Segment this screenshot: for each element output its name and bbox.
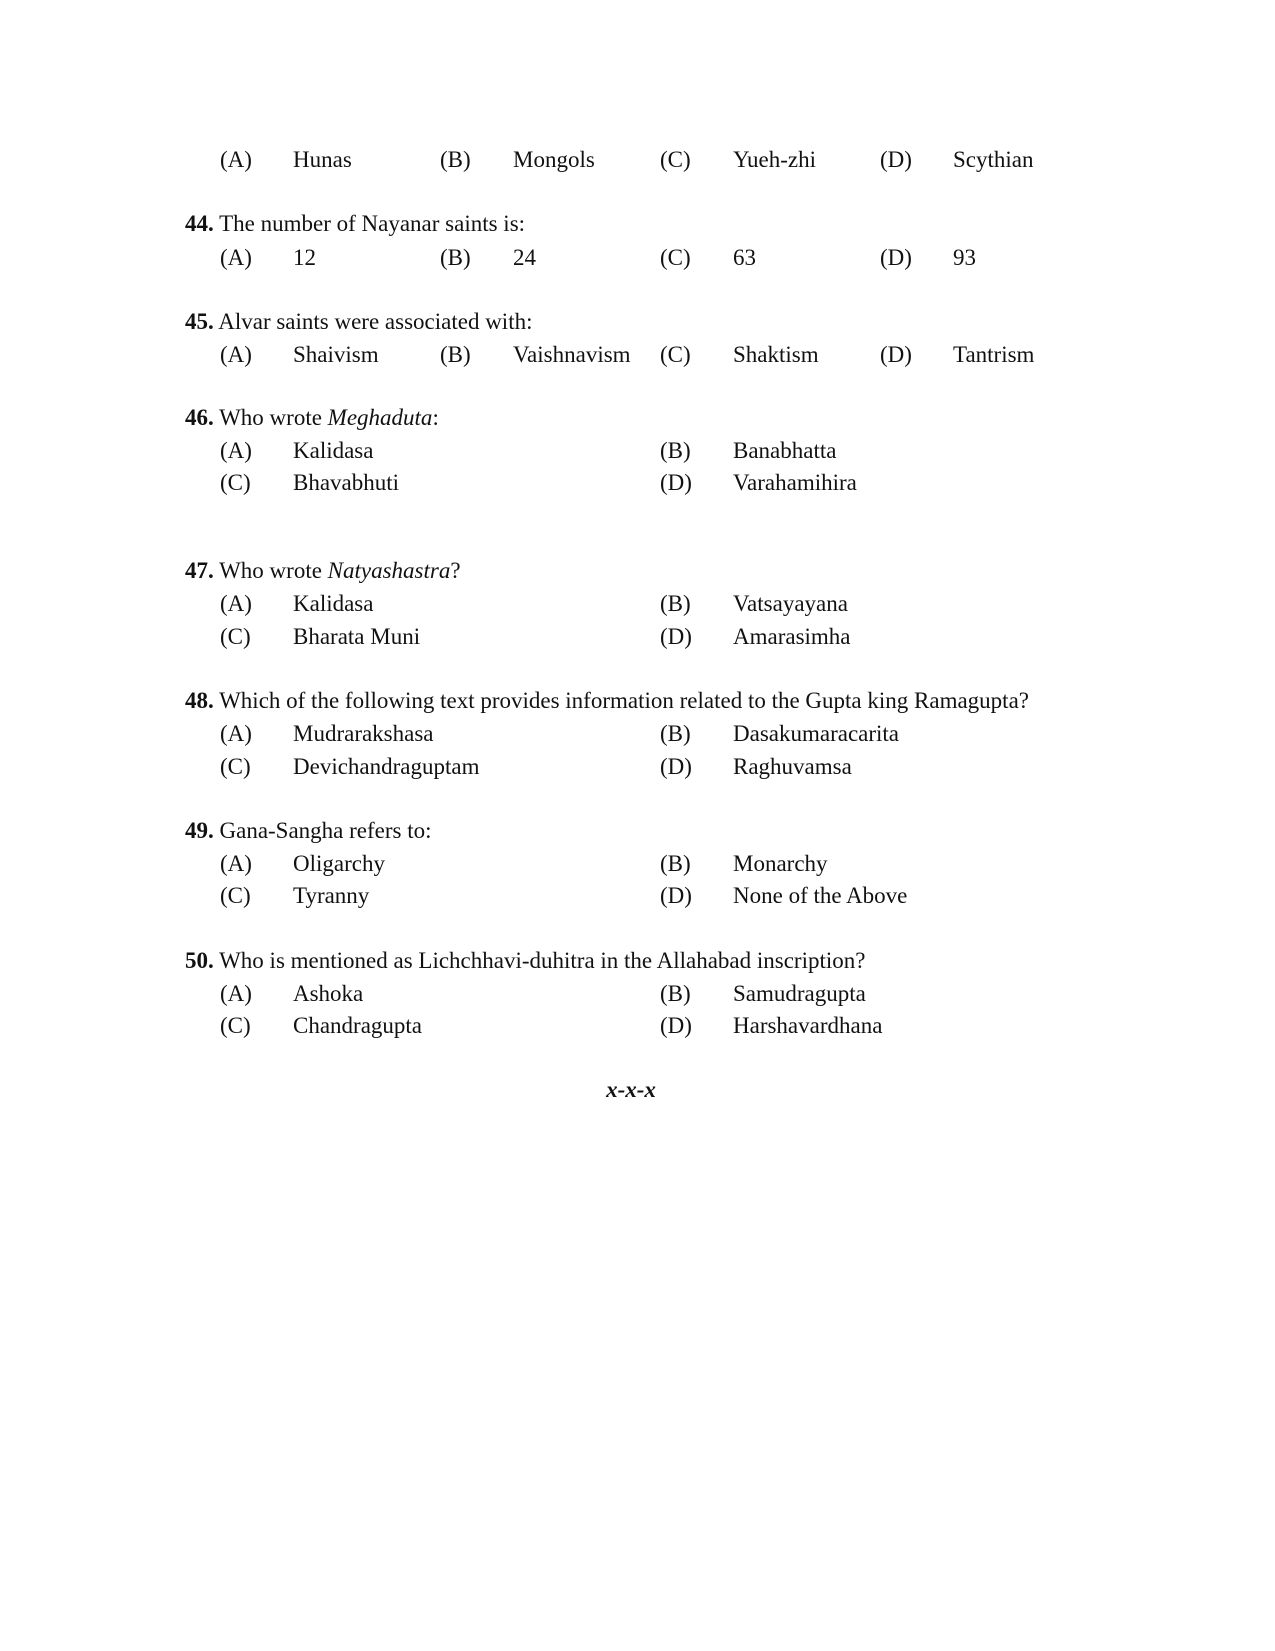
option-letter: (C) xyxy=(220,883,251,908)
question-text: Which of the following text provides information related to the Gupta king Ramagupta? xyxy=(219,688,1029,713)
question-number: 48. xyxy=(185,688,214,713)
option-letter: (A) xyxy=(220,981,252,1006)
question-text: Who wrote xyxy=(219,405,328,430)
option-text: Raghuvamsa xyxy=(733,754,852,779)
option-letter: (A) xyxy=(220,342,252,367)
option-text: Banabhatta xyxy=(733,438,837,463)
option-letter: (A) xyxy=(220,721,252,746)
option-text: Hunas xyxy=(293,147,352,172)
option-text: Bhavabhuti xyxy=(293,470,400,495)
option-letter: (A) xyxy=(220,851,252,876)
option-text: Devichandraguptam xyxy=(293,754,480,779)
option-letter: (B) xyxy=(660,721,691,746)
option-letter: (D) xyxy=(660,883,692,908)
question-stem xyxy=(185,406,439,429)
question-stem xyxy=(185,689,1029,712)
question-number: 49. xyxy=(185,818,214,843)
question-number: 47. xyxy=(185,558,214,583)
option-letter: (D) xyxy=(880,147,912,172)
option-text: 12 xyxy=(293,245,316,270)
question-text: Alvar saints were associated with: xyxy=(218,309,533,334)
option-text: Chandragupta xyxy=(293,1013,423,1038)
option-text: Varahamihira xyxy=(733,470,857,495)
question-number: 46. xyxy=(185,405,214,430)
question-text: The number of Nayanar saints is: xyxy=(219,211,526,236)
option-text: Mudrarakshasa xyxy=(293,721,434,746)
question-number: 45. xyxy=(185,309,214,334)
option-letter: (B) xyxy=(440,245,471,270)
option-letter: (B) xyxy=(660,438,691,463)
question-number: 44. xyxy=(185,211,214,236)
option-text: Samudragupta xyxy=(733,981,866,1006)
option-text: Shaktism xyxy=(733,342,819,367)
option-text: Shaivism xyxy=(293,342,379,367)
option-text: Vatsayayana xyxy=(733,591,848,616)
option-text: 93 xyxy=(953,245,976,270)
option-letter: (D) xyxy=(880,245,912,270)
option-letter: (D) xyxy=(660,470,692,495)
option-letter: (C) xyxy=(660,342,691,367)
option-text: Kalidasa xyxy=(293,438,374,463)
question-stem xyxy=(185,310,532,333)
question-number: 50. xyxy=(185,948,214,973)
option-text: Amarasimha xyxy=(733,624,851,649)
option-letter: (B) xyxy=(660,981,691,1006)
option-text: 63 xyxy=(733,245,756,270)
option-letter: (C) xyxy=(220,624,251,649)
question-text: Gana-Sangha refers to: xyxy=(219,818,432,843)
option-letter: (C) xyxy=(220,1013,251,1038)
option-letter: (D) xyxy=(660,754,692,779)
option-letter: (A) xyxy=(220,591,252,616)
option-text: Dasakumaracarita xyxy=(733,721,900,746)
option-text: Yueh-zhi xyxy=(733,147,817,172)
option-letter: (A) xyxy=(220,438,252,463)
option-letter: (B) xyxy=(660,851,691,876)
question-stem xyxy=(185,819,432,842)
option-letter: (B) xyxy=(660,591,691,616)
option-text: Oligarchy xyxy=(293,851,385,876)
end-of-paper-mark: x-x-x xyxy=(606,1077,656,1102)
work-title: Natyashastra xyxy=(327,558,451,583)
option-text: 24 xyxy=(513,245,536,270)
option-text: Ashoka xyxy=(293,981,364,1006)
question-text: Who wrote xyxy=(219,558,328,583)
option-letter: (C) xyxy=(220,470,251,495)
option-text: Harshavardhana xyxy=(733,1013,883,1038)
option-text: None of the Above xyxy=(733,883,908,908)
question-text: Who is mentioned as Lichchhavi-duhitra in the Allahabad inscription? xyxy=(219,948,866,973)
question-stem xyxy=(185,559,461,582)
option-letter: (C) xyxy=(660,245,691,270)
option-text: Scythian xyxy=(953,147,1034,172)
question-stem xyxy=(185,949,865,972)
option-letter: (C) xyxy=(660,147,691,172)
option-letter: (B) xyxy=(440,342,471,367)
option-text: Mongols xyxy=(513,147,595,172)
work-title: Meghaduta xyxy=(327,405,433,430)
option-text: Monarchy xyxy=(733,851,828,876)
option-text: Bharata Muni xyxy=(293,624,421,649)
option-letter: (D) xyxy=(660,1013,692,1038)
option-letter: (D) xyxy=(660,624,692,649)
question-stem xyxy=(185,212,525,235)
option-text: Tyranny xyxy=(293,883,370,908)
option-letter: (C) xyxy=(220,754,251,779)
option-letter: (A) xyxy=(220,147,252,172)
question-punct: ? xyxy=(450,558,461,583)
option-text: Vaishnavism xyxy=(513,342,631,367)
option-text: Tantrism xyxy=(953,342,1035,367)
option-text: Kalidasa xyxy=(293,591,374,616)
question-punct: : xyxy=(432,405,439,430)
option-letter: (D) xyxy=(880,342,912,367)
option-letter: (A) xyxy=(220,245,252,270)
option-letter: (B) xyxy=(440,147,471,172)
